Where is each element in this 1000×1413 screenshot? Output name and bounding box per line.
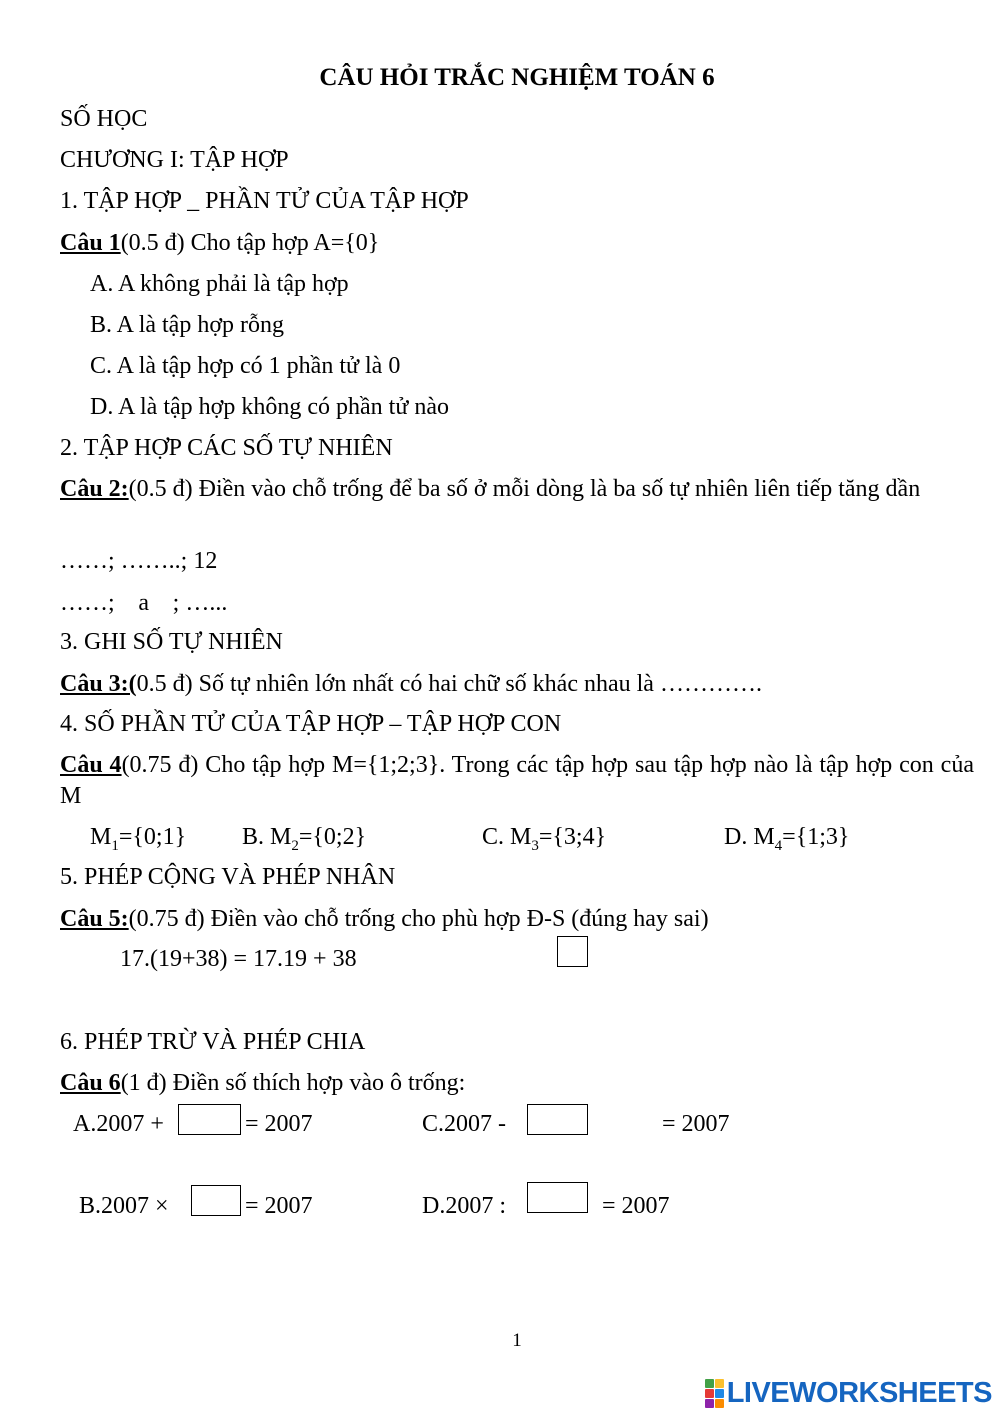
section-5-heading: 5. PHÉP CỘNG VÀ PHÉP NHÂN [60, 864, 396, 890]
option-d-prefix: D. M [724, 824, 775, 850]
option-b-subscript: 2 [291, 837, 299, 854]
option-d-set: ={1;3} [782, 824, 850, 850]
question-4-option-c[interactable] [482, 822, 606, 861]
section-1-heading: 1. TẬP HỢP _ PHẦN TỬ CỦA TẬP HỢP [60, 188, 469, 214]
question-2-row-2-blank-2[interactable]: ; …... [172, 590, 228, 616]
option-b-prefix: B. M [242, 824, 292, 850]
question-2-row-2[interactable] [60, 588, 227, 618]
question-4-option-b[interactable] [242, 822, 366, 861]
liveworksheets-logo [705, 1378, 992, 1408]
question-6-b-answer-box[interactable] [191, 1185, 241, 1216]
question-6-d-answer-box[interactable] [527, 1182, 588, 1213]
question-2-row-2-a: a [138, 590, 149, 616]
question-1-option-d[interactable]: D. A là tập hợp không có phần tử nào [90, 394, 449, 420]
question-3 [60, 669, 762, 699]
question-4 [60, 750, 974, 812]
question-4-label: Câu 4 [60, 752, 122, 778]
option-a-set: ={0;1} [118, 824, 187, 850]
page-number: 1 [512, 1330, 522, 1351]
true-false-answer-box[interactable] [557, 936, 588, 967]
question-5-label: Câu 5: [60, 906, 129, 932]
option-a-prefix: M [90, 824, 112, 850]
option-c-subscript: 3 [531, 837, 539, 854]
question-6-d-right: = 2007 [602, 1193, 670, 1219]
question-5-equation: 17.(19+38) = 17.19 + 38 [120, 946, 357, 972]
question-1-option-a[interactable]: A. A không phải là tập hợp [90, 271, 349, 297]
question-4-option-d[interactable] [724, 822, 849, 861]
question-4-option-a[interactable] [90, 822, 186, 861]
chapter-heading: CHƯƠNG I: TẬP HỢP [60, 147, 289, 173]
question-2-label: Câu 2: [60, 476, 129, 502]
question-1-option-c[interactable]: C. A là tập hợp có 1 phần tử là 0 [90, 353, 401, 379]
document-title: CÂU HỎI TRẮC NGHIỆM TOÁN 6 [319, 64, 715, 91]
question-1 [60, 228, 379, 258]
question-2-row-2-blank-1[interactable]: ……; [60, 590, 115, 616]
question-4-text: (0.75 đ) Cho tập hợp M={1;2;3}. Trong các tập hợp sau tập hợp nào là tập hợp con của M [60, 752, 974, 809]
question-1-text: (0.5 đ) Cho tập hợp A={0} [120, 230, 380, 256]
question-5 [60, 904, 709, 934]
question-6-a-right: = 2007 [245, 1111, 313, 1137]
question-6-text: (1 đ) Điền số thích hợp vào ô trống: [120, 1070, 466, 1096]
section-6-heading: 6. PHÉP TRỪ VÀ PHÉP CHIA [60, 1029, 366, 1055]
question-6-c-answer-box[interactable] [527, 1104, 588, 1135]
question-2-row-1[interactable]: ……; ……..; 12 [60, 548, 218, 574]
question-6-c-left: C.2007 - [422, 1111, 506, 1137]
section-3-heading: 3. GHI SỐ TỰ NHIÊN [60, 629, 283, 655]
option-c-prefix: C. M [482, 824, 532, 850]
question-2 [60, 474, 974, 505]
question-6 [60, 1068, 465, 1098]
section-4-heading: 4. SỐ PHẦN TỬ CỦA TẬP HỢP – TẬP HỢP CON [60, 711, 562, 737]
option-a-subscript: 1 [111, 837, 119, 854]
question-6-label: Câu 6 [60, 1070, 121, 1096]
question-6-b-right: = 2007 [245, 1193, 313, 1219]
liveworksheets-icon [705, 1379, 724, 1408]
question-1-option-b[interactable]: B. A là tập hợp rỗng [90, 312, 285, 338]
question-3-text: 0.5 đ) Số tự nhiên lớn nhất có hai chữ số khác nhau là …………. [136, 671, 762, 697]
section-2-heading: 2. TẬP HỢP CÁC SỐ TỰ NHIÊN [60, 435, 393, 461]
liveworksheets-wordmark: LIVEWORKSHEETS [726, 1376, 992, 1409]
question-5-text: (0.75 đ) Điền vào chỗ trống cho phù hợp Đ-S (đúng hay sai) [128, 906, 709, 932]
question-6-a-left: A.2007 + [73, 1111, 164, 1137]
question-6-d-left: D.2007 : [422, 1193, 506, 1219]
option-c-set: ={3;4} [538, 824, 607, 850]
question-6-b-left: B.2007 × [79, 1193, 169, 1219]
question-3-label: Câu 3:( [60, 671, 137, 697]
option-b-set: ={0;2} [298, 824, 367, 850]
question-1-label: Câu 1 [60, 230, 121, 256]
option-d-subscript: 4 [774, 837, 783, 854]
subject-heading: SỐ HỌC [60, 106, 148, 132]
question-2-text: (0.5 đ) Điền vào chỗ trống để ba số ở mỗi dòng là ba số tự nhiên liên tiếp tăng dần [128, 476, 921, 502]
question-6-a-answer-box[interactable] [178, 1104, 241, 1135]
question-6-c-right: = 2007 [662, 1111, 730, 1137]
